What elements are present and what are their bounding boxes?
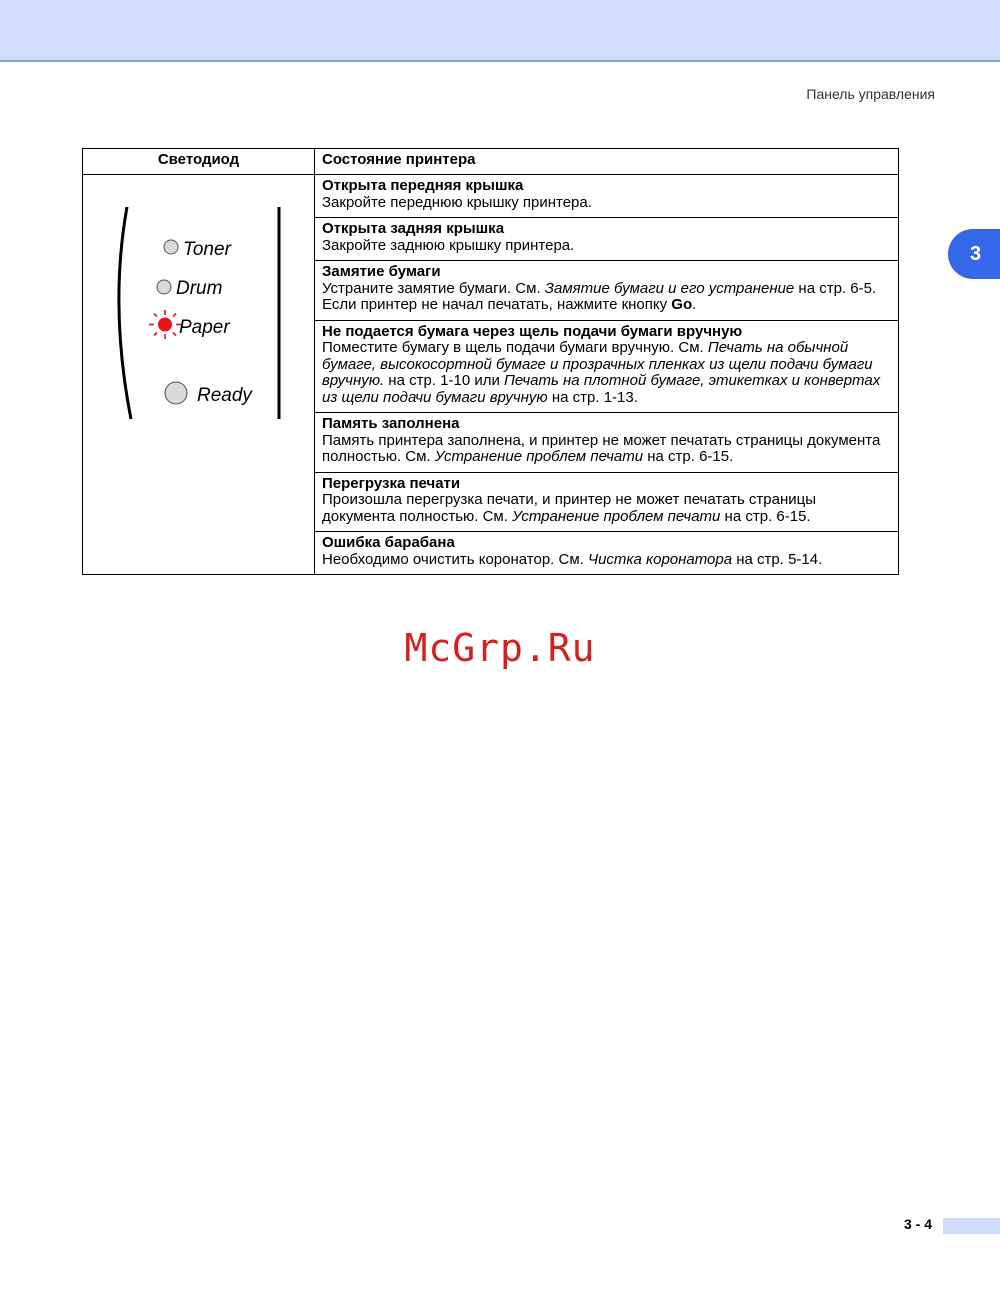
status-cell bbox=[315, 218, 899, 261]
column-header-status: Состояние принтера bbox=[315, 149, 899, 175]
go-key-label: Go bbox=[671, 296, 693, 313]
reference-link[interactable]: Печать на обычной бумаге, высокосортной бумаге и прозрачных пленках из щели подачи бумаги вручную. bbox=[322, 339, 873, 389]
status-cell bbox=[315, 413, 899, 473]
status-title: Перегрузка печати bbox=[322, 474, 461, 492]
drum-led-label: Drum bbox=[176, 278, 223, 299]
footer-bar bbox=[943, 1218, 1000, 1234]
paper-led-label: Paper bbox=[179, 317, 230, 338]
status-text: на стр. 6-15. bbox=[720, 507, 811, 525]
reference-link[interactable]: Замятие бумаги и его устранение bbox=[544, 279, 795, 297]
status-cell bbox=[315, 532, 899, 575]
top-band bbox=[0, 0, 1000, 62]
status-text: Произошла перегрузка печати, и принтер не может печатать страницы документа полностью. См. bbox=[322, 491, 817, 525]
status-title: Память заполнена bbox=[322, 415, 460, 432]
reference-link[interactable]: Устранение проблем печати bbox=[512, 507, 721, 525]
ready-led-label: Ready bbox=[197, 385, 252, 406]
led-panel-illustration bbox=[97, 187, 297, 427]
chapter-tab[interactable] bbox=[948, 229, 1000, 279]
status-cell bbox=[315, 261, 899, 321]
status-title: Открыта задняя крышка bbox=[322, 220, 505, 237]
status-text: . bbox=[692, 296, 697, 313]
status-cell bbox=[315, 320, 899, 413]
status-title: Ошибка барабана bbox=[322, 534, 455, 551]
status-text: Необходимо очистить коронатор. См. bbox=[322, 550, 588, 568]
reference-link[interactable]: Чистка коронатора bbox=[587, 550, 733, 568]
status-text: Закройте переднюю крышку принтера. bbox=[322, 193, 592, 211]
led-status-table bbox=[82, 148, 899, 575]
status-text: Поместите бумагу в щель подачи бумаги вручную. См. bbox=[322, 339, 708, 356]
page-number: 3 - 4 bbox=[904, 1216, 933, 1232]
status-text: на стр. 5-14. bbox=[732, 550, 823, 568]
toner-led-label: Toner bbox=[183, 239, 231, 260]
status-text: Устраните замятие бумаги. См. bbox=[322, 279, 545, 297]
status-text: на стр. 1-13. bbox=[547, 388, 638, 406]
status-title: Открыта передняя крышка bbox=[322, 177, 524, 194]
ready-led-icon bbox=[165, 382, 187, 404]
status-cell bbox=[315, 175, 899, 218]
running-header: Панель управления bbox=[806, 86, 935, 102]
paper-led-blinking-icon bbox=[149, 310, 181, 339]
status-title: Замятие бумаги bbox=[322, 263, 441, 280]
status-text: на стр. 6-5. bbox=[794, 279, 877, 297]
drum-led-icon bbox=[157, 280, 171, 294]
reference-link[interactable]: Печать на плотной бумаге, этикетках и конвертах из щели подачи бумаги вручную bbox=[322, 372, 881, 406]
toner-led-icon bbox=[164, 240, 178, 254]
column-header-led: Светодиод bbox=[83, 149, 315, 175]
table-header-row bbox=[83, 149, 899, 175]
status-text: на стр. 1-10 или bbox=[384, 372, 505, 389]
status-text: Закройте заднюю крышку принтера. bbox=[322, 236, 575, 254]
left-bracket bbox=[119, 207, 131, 419]
status-text: Память принтера заполнена, и принтер не может печатать страницы документа полностью. См. bbox=[322, 431, 881, 465]
status-title: Не подается бумага через щель подачи бумаги вручную bbox=[322, 322, 743, 340]
chapter-number: 3 bbox=[970, 242, 982, 265]
reference-link[interactable]: Устранение проблем печати bbox=[434, 448, 644, 465]
led-indicator-cell bbox=[83, 175, 315, 575]
status-cell bbox=[315, 472, 899, 532]
table-row bbox=[83, 175, 899, 218]
status-text: Если принтер не начал печатать, нажмите кнопку bbox=[322, 296, 672, 313]
watermark: McGrp.Ru bbox=[404, 626, 596, 670]
status-text: на стр. 6-15. bbox=[643, 448, 734, 465]
